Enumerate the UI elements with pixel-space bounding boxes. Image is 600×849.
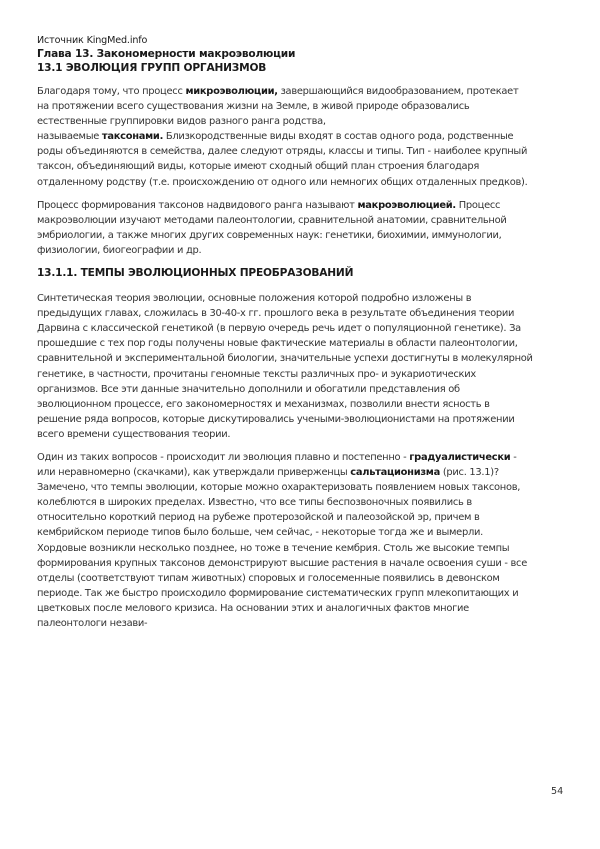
- chapter-title: Глава 13. Закономерности макроэволюции: [37, 48, 296, 60]
- text-line: предыдущих главах, сложилась в 30-40-х гг. прошлого века в результате объединения теории: [37, 308, 515, 320]
- text-line: палеонтологи незави-: [37, 618, 148, 629]
- text-run: (рис. 13.1)?: [439, 467, 499, 479]
- text-line: естественные группировки видов разного ранга родства,: [37, 116, 326, 128]
- text-line: [37, 465, 567, 480]
- section-title: 13.1 ЭВОЛЮЦИЯ ГРУПП ОРГАНИЗМОВ: [37, 62, 267, 74]
- text-run: Близкородственные виды входят в состав одного рода, родственные: [163, 131, 514, 143]
- source-label: Источник KingMed.info: [37, 35, 148, 46]
- text-line: Синтетическая теория эволюции, основные положения которой подробно изложены в: [37, 293, 472, 305]
- text-run: Один из таких вопросов - происходит ли эволюция плавно и постепенно -: [37, 451, 410, 463]
- paragraph-synthetic-theory: [37, 291, 567, 442]
- paragraph-macroevolution: [37, 198, 567, 258]
- text-line: цветковых после мелового кризиса. На основании этих и аналогичных фактов многие: [37, 602, 469, 614]
- text-run: или неравномерно (скачками), как утверждали приверженцы: [37, 467, 351, 479]
- term-gradualistic: градуалистически: [409, 451, 511, 463]
- text-line: [37, 450, 567, 465]
- text-line: на протяжении всего существования жизни на Земле, в живой природе образовались: [37, 101, 470, 113]
- page-number: 54: [551, 786, 564, 797]
- paragraph-intro: [37, 84, 567, 190]
- term-microevolution: микроэволюции,: [185, 86, 278, 97]
- document-page: [37, 34, 567, 639]
- text-run: Процесс: [455, 199, 501, 211]
- term-taxa: таксонами.: [101, 131, 164, 143]
- text-line: периоде. Так же быстро происходило формирование систематических групп млекопитающих и: [37, 587, 519, 599]
- text-line: колеблются в широких пределах. Известно, что все типы беспозвоночных появились в: [37, 497, 472, 509]
- text-line: Дарвина с классической генетикой (в первую очередь речь идет о популяционной генетике). За: [37, 323, 521, 335]
- text-line: решение ряда вопросов, которые дискутировались учеными-эволюционистами на протяжении: [37, 413, 515, 425]
- text-line: сравнительной и экспериментальной биологии, значительные успехи достигнуты в молекулярной: [37, 353, 533, 365]
- text-line: прошедшие с тех пор годы получены новые фактические материалы в области палеонтологии,: [37, 338, 518, 350]
- text-line: организмов. Все эти данные значительно дополнили и обогатили представления об: [37, 383, 460, 395]
- text-line: относительно короткий период на рубеже протерозойской и палеозойской эр, причем в: [37, 512, 480, 524]
- text-line: Хордовые возникли несколько позднее, но тоже в течение кембрия. Столь же высокие темпы: [37, 542, 510, 554]
- text-line: таксон, объединяющий виды, которые имеют сходный общий план строения благодаря: [37, 161, 479, 173]
- text-line: [37, 129, 567, 144]
- text-run: завершающийся видообразованием, протекает: [277, 86, 519, 97]
- text-line: генетике, в частности, прочитаны геномные тексты различных про- и эукариотических: [37, 368, 476, 380]
- text-line: эмбриологии, а также многих других современных наук: генетики, биохимии, иммунологии,: [37, 229, 502, 241]
- text-run: называемые: [37, 131, 102, 143]
- text-line: макроэволюции изучают методами палеонтологии, сравнительной анатомии, сравнительной: [37, 214, 507, 226]
- text-line: отделы (соответствуют типам животных) споровых и голосеменные появились в девонском: [37, 572, 500, 584]
- text-line: формирования крупных таксонов демонстрируют высшие растения в начале освоения суши - все: [37, 557, 527, 569]
- text-line: отдаленному родству (т.е. происхождению от одного или немногих общих отдаленных предков).: [37, 176, 528, 188]
- text-line: физиологии, биогеографии и др.: [37, 244, 202, 256]
- term-saltationism: сальтационизма: [350, 467, 440, 479]
- term-macroevolution: макроэволюцией.: [357, 199, 456, 211]
- paragraph-evolution-rates: [37, 450, 567, 631]
- subsection-title: 13.1.1. ТЕМПЫ ЭВОЛЮЦИОННЫХ ПРЕОБРАЗОВАНИЙ: [37, 267, 354, 280]
- text-line: Замечено, что темпы эволюции, которые можно охарактеризовать появлением новых таксонов,: [37, 482, 521, 494]
- text-line: [37, 198, 567, 213]
- text-line: роды объединяются в семейства, далее следуют отряды, классы и типы. Тип - наиболее крупный: [37, 146, 528, 158]
- text-run: Процесс формирования таксонов надвидового ранга называют: [37, 199, 358, 211]
- text-line: всего времени существования теории.: [37, 428, 231, 440]
- text-line: [37, 84, 567, 99]
- text-line: эволюционном процессе, его закономерностях и механизмах, позволили внести ясность в: [37, 398, 490, 410]
- text-run: Благодаря тому, что процесс: [37, 86, 186, 97]
- text-run: -: [510, 451, 517, 463]
- text-line: кембрийском периоде типов было больше, чем сейчас, - некоторые тогда же и вымерли.: [37, 527, 483, 539]
